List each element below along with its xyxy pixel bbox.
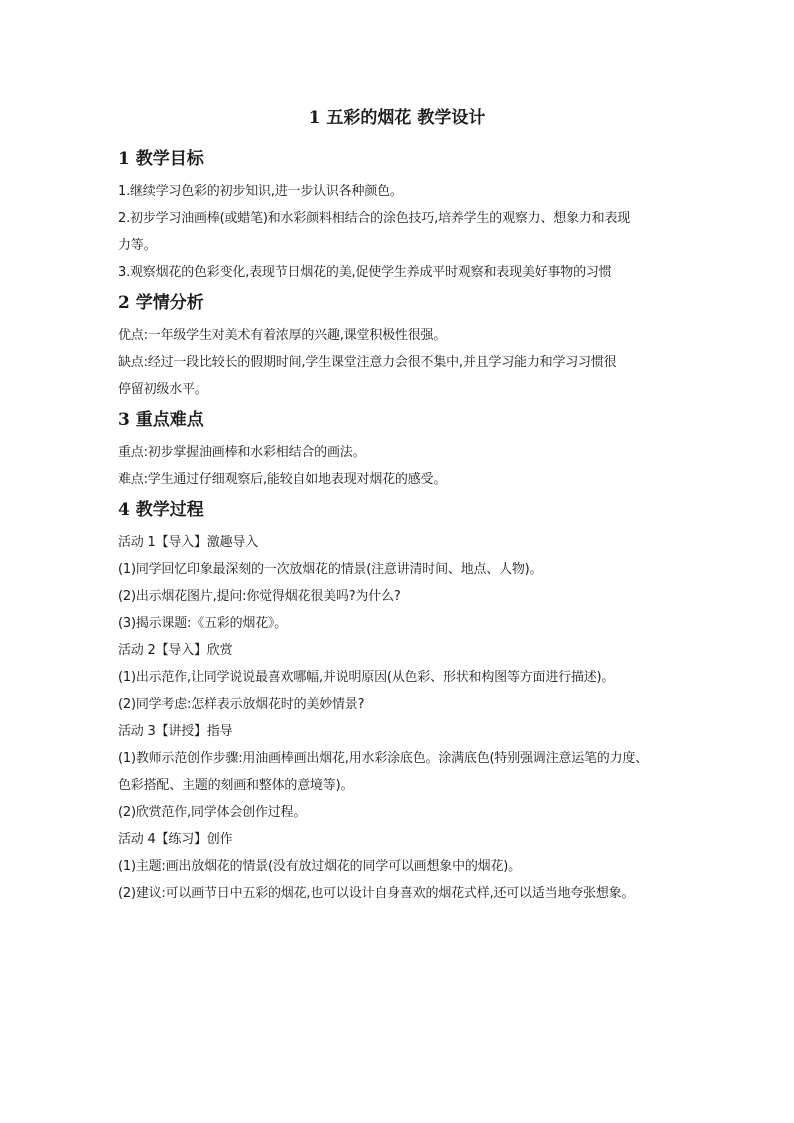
paragraph: 色彩搭配、主题的刻画和整体的意境等)。 bbox=[118, 778, 354, 793]
section-heading-teaching-process: 4 教学过程 bbox=[118, 500, 204, 520]
paragraph: (1)主题:画出放烟花的情景(没有放过烟花的同学可以画想象中的烟花)。 bbox=[118, 859, 521, 874]
document-body bbox=[118, 144, 684, 907]
paragraph: 优点:一年级学生对美术有着浓厚的兴趣,课堂积极性很强。 bbox=[118, 328, 447, 343]
activity-title: 活动 3【讲授】指导 bbox=[118, 724, 233, 739]
paragraph: 力等。 bbox=[118, 238, 157, 253]
paragraph: 缺点:经过一段比较长的假期时间,学生课堂注意力会很不集中,并且学习能力和学习习惯很 bbox=[118, 355, 617, 370]
paragraph: (2)建议:可以画节日中五彩的烟花,也可以设计自身喜欢的烟花式样,还可以适当地夸张想象。 bbox=[118, 886, 635, 901]
paragraph: 2.初步学习油画棒(或蜡笔)和水彩颜料相结合的涂色技巧,培养学生的观察力、想象力和表现 bbox=[118, 211, 631, 226]
paragraph: (2)欣赏范作,同学体会创作过程。 bbox=[118, 805, 307, 820]
activity-title: 活动 1【导入】激趣导入 bbox=[118, 535, 259, 550]
paragraph: (3)揭示课题:《五彩的烟花》。 bbox=[118, 616, 288, 631]
paragraph: (2)出示烟花图片,提问:你觉得烟花很美吗?为什么? bbox=[118, 589, 401, 604]
activity-title: 活动 4【练习】创作 bbox=[118, 832, 233, 847]
activity-title: 活动 2【导入】欣赏 bbox=[118, 643, 233, 658]
section-heading-objectives: 1 教学目标 bbox=[118, 149, 204, 169]
paragraph: (1)同学回忆印象最深刻的一次放烟花的情景(注意讲清时间、地点、人物)。 bbox=[118, 562, 543, 577]
paragraph: (2)同学考虑:怎样表示放烟花时的美妙情景? bbox=[118, 697, 365, 712]
section-heading-student-analysis: 2 学情分析 bbox=[118, 293, 204, 313]
paragraph: (1)教师示范创作步骤:用油画棒画出烟花,用水彩涂底色。涂满底色(特别强调注意运笔的力度、 bbox=[118, 751, 648, 766]
paragraph: 难点:学生通过仔细观察后,能较自如地表现对烟花的感受。 bbox=[118, 472, 447, 487]
paragraph: 重点:初步掌握油画棒和水彩相结合的画法。 bbox=[118, 445, 366, 460]
paragraph: 1.继续学习色彩的初步知识,进一步认识各种颜色。 bbox=[118, 184, 403, 199]
document-title: 1 五彩的烟花 教学设计 bbox=[308, 108, 486, 128]
paragraph: (1)出示范作,让同学说说最喜欢哪幅,并说明原因(从色彩、形状和构图等方面进行描述)。 bbox=[118, 670, 615, 685]
paragraph: 3.观察烟花的色彩变化,表现节日烟花的美,促使学生养成平时观察和表现美好事物的习惯 bbox=[118, 265, 612, 280]
section-heading-key-points: 3 重点难点 bbox=[118, 410, 204, 430]
paragraph: 停留初级水平。 bbox=[118, 382, 208, 397]
